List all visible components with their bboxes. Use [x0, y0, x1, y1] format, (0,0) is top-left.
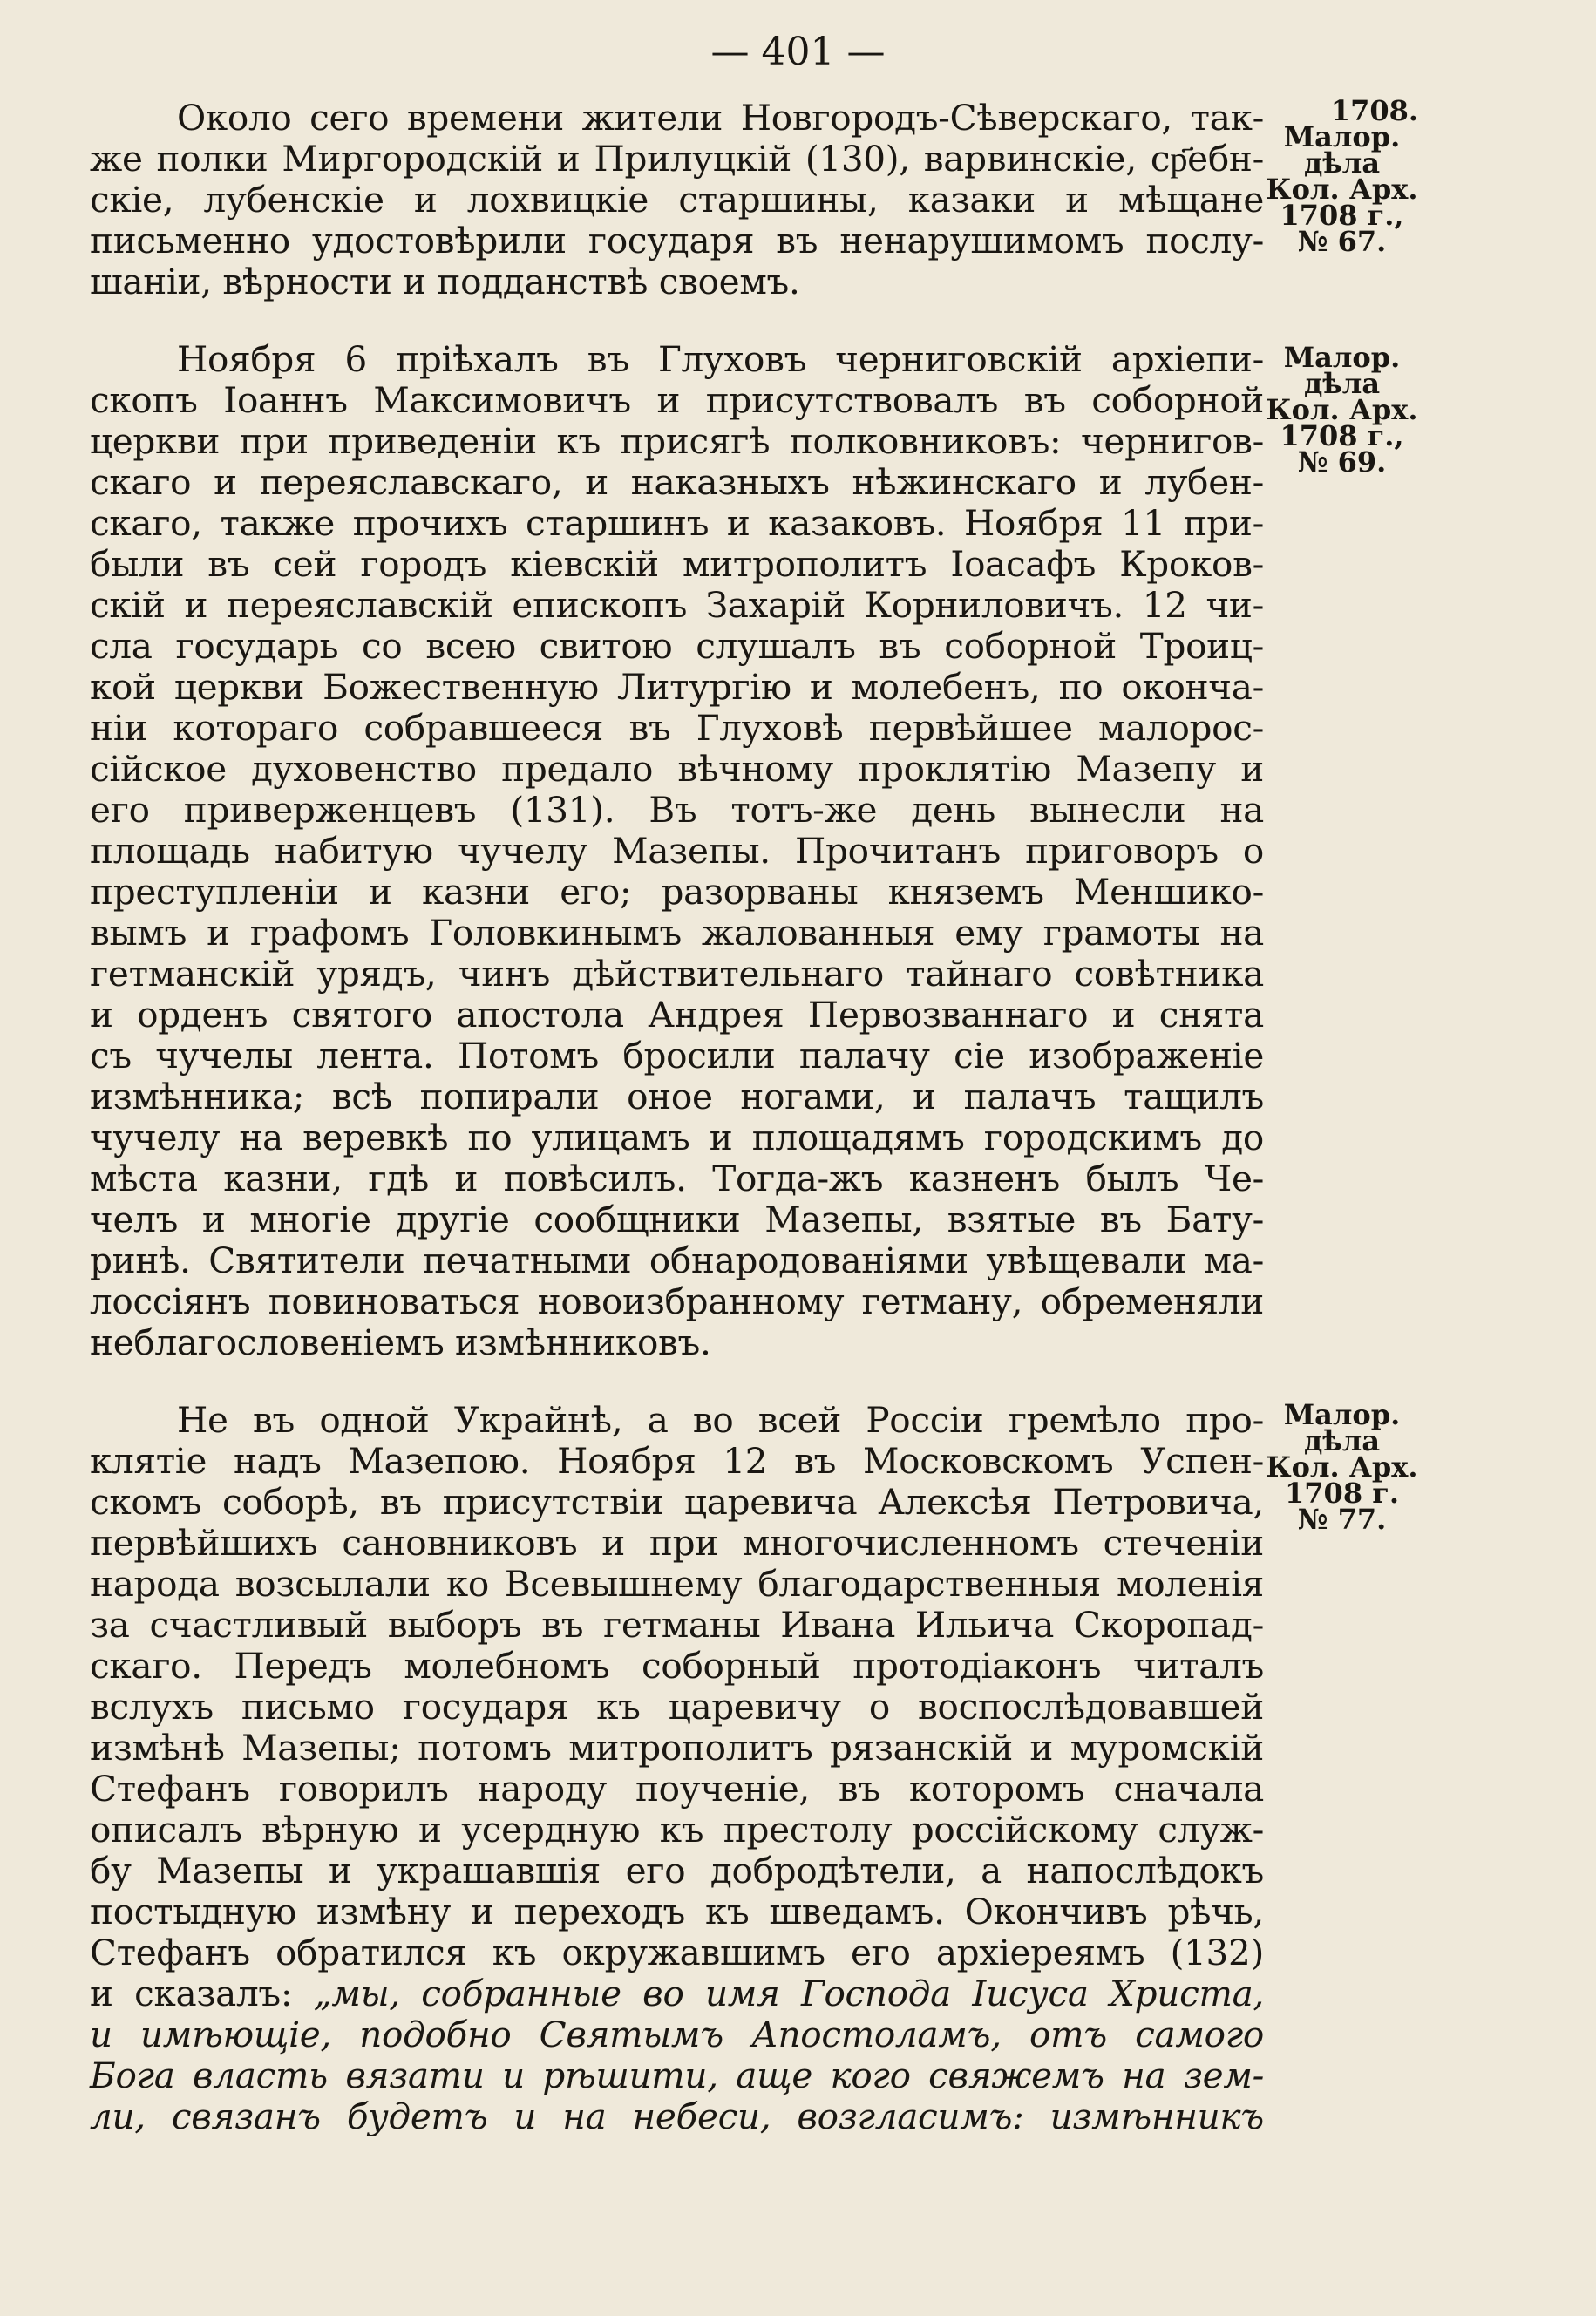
margin-note-line: № 67. [1297, 225, 1387, 258]
paragraph-1 [90, 98, 1264, 302]
text-line-mixed [90, 1973, 1264, 2014]
text-line: скій и переяславскій епископъ Захарій Корниловичъ. 12 чи- [90, 584, 1264, 626]
text-line: вымъ и графомъ Головкинымъ жалованныя ему грамоты на [90, 912, 1264, 954]
text-line: и имѣющіе, подобно Святымъ Апостоламъ, отъ самого [90, 2014, 1264, 2055]
text-line: мѣста казни, гдѣ и повѣсилъ. Тогда-жъ казненъ былъ Че- [90, 1158, 1264, 1199]
text-line: площадь набитую чучелу Мазепы. Прочитанъ приговоръ о [90, 830, 1264, 872]
text-line: сійское духовенство предало вѣчному проклятію Мазепу и [90, 748, 1264, 790]
margin-note-line: 1708 г., [1280, 419, 1404, 452]
text-line: съ чучелы лента. Потомъ бросили палачу сіе изображеніе [90, 1035, 1264, 1076]
text-line: измѣнника; всѣ попирали оное ногами, и палачъ тащилъ [90, 1076, 1264, 1117]
text-line: кой церкви Божественную Литургію и молебенъ, по оконча- [90, 666, 1264, 708]
text-line: его приверженцевъ (131). Въ тотъ-же день вынесли на [90, 789, 1264, 831]
text-line: же полки Миргородскій и Прилуцкій (130), варвинскіе, ср҃ебн- [90, 138, 1264, 180]
margin-note-line: 1708 г., [1280, 199, 1404, 232]
text-line: за счастливый выборъ въ гетманы Ивана Ильича Скоропад- [90, 1604, 1264, 1646]
margin-note-line: № 69. [1297, 445, 1387, 479]
quote-intro: и сказалъ: [90, 1973, 314, 2014]
text-line: вслухъ письмо государя къ царевичу о воспослѣдовавшей [90, 1686, 1264, 1728]
text-line: ніи котораго собравшееся въ Глуховѣ первѣйшее малорос- [90, 707, 1264, 749]
paragraph-3 [90, 1400, 1264, 2137]
text-line: Стефанъ говорилъ народу поученіе, въ которомъ сначала [90, 1768, 1264, 1810]
text-line: сла государь со всею свитою слушалъ въ соборной Троиц- [90, 625, 1264, 667]
text-line: измѣнѣ Мазепы; потомъ митрополитъ рязанскій и муромскій [90, 1727, 1264, 1769]
margin-note-line: Малор. [1283, 341, 1401, 374]
text-line: челъ и многіе другіе сообщники Мазепы, взятые въ Бату- [90, 1199, 1264, 1240]
margin-note-line: Кол. Арх. [1266, 1450, 1418, 1484]
text-line: Стефанъ обратился къ окружавшимъ его архіереямъ (132) [90, 1932, 1264, 1973]
text-line: церкви при приведеніи къ присягѣ полковниковъ: чернигов- [90, 420, 1264, 462]
text-line: ринѣ. Святители печатными обнародованіями увѣщевали ма- [90, 1240, 1264, 1281]
text-line: лоссіянъ повиноваться новоизбранному гетману, обременяли [90, 1280, 1264, 1322]
text-line: скіе, лубенскіе и лохвицкіе старшины, казаки и мѣщане [90, 179, 1264, 221]
text-line: постыдную измѣну и переходъ къ шведамъ. Окончивъ рѣчь, [90, 1891, 1264, 1932]
text-line: гетманскій урядъ, чинъ дѣйствительнаго тайнаго совѣтника [90, 953, 1264, 995]
text-line: первѣйшихъ сановниковъ и при многочисленномъ стеченіи [90, 1522, 1264, 1564]
margin-note-line: дѣла [1303, 1424, 1381, 1457]
text-line: преступленіи и казни его; разорваны княземъ Меншико- [90, 871, 1264, 913]
margin-note-line: Кол. Арх. [1266, 393, 1418, 426]
paragraph-2 [90, 339, 1264, 1363]
text-line: Бога власть вязати и рѣшити, аще кого свяжемъ на зем- [90, 2055, 1264, 2096]
margin-note-3 [1266, 1398, 1418, 1536]
text-line: были въ сей городъ кіевскій митрополитъ Іоасафъ Кроков- [90, 543, 1264, 585]
text-line: скаго, также прочихъ старшинъ и казаковъ. Ноября 11 при- [90, 502, 1264, 544]
margin-note-line: дѣла [1303, 146, 1381, 180]
page-number: — 401 — [710, 30, 886, 74]
text-line: Ноября 6 пріѣхалъ въ Глуховъ черниговскій архіепи- [177, 338, 1264, 380]
text-line: шаніи, вѣрности и подданствѣ своемъ. [90, 261, 800, 302]
text-line: народа возсылали ко Всевышнему благодарственныя моленія [90, 1563, 1264, 1605]
text-line: чучелу на веревкѣ по улицамъ и площадямъ городскимъ до [90, 1117, 1264, 1158]
body-text [90, 98, 1264, 2174]
margin-note-line: № 77. [1297, 1503, 1387, 1536]
text-line: ли, связанъ будетъ и на небеси, возгласимъ: измѣнникъ [90, 2095, 1264, 2137]
margin-note-1 [1266, 94, 1418, 258]
margin-note-line: Кол. Арх. [1266, 173, 1418, 206]
text-line: и орденъ святого апостола Андрея Первозваннаго и снята [90, 994, 1264, 1036]
margin-note-line: Малор. [1283, 120, 1401, 153]
margin-note-line: 1708 г. [1285, 1477, 1399, 1510]
paragraph-3-lines [90, 1400, 1264, 1973]
text-line: скопъ Іоаннъ Максимовичъ и присутствовалъ въ соборной [90, 379, 1264, 421]
paragraph-3-italic-lines [90, 2014, 1264, 2137]
margin-note-year: 1708. [1330, 94, 1418, 127]
text-line: бу Мазепы и украшавшія его добродѣтели, а напослѣдокъ [90, 1850, 1264, 1892]
text-line: неблагословеніемъ измѣнниковъ. [90, 1321, 711, 1363]
text-line: Не въ одной Украйнѣ, а во всей Россіи гремѣло про- [177, 1399, 1264, 1441]
margin-note-line: дѣла [1303, 367, 1381, 400]
margin-note-line: Малор. [1283, 1398, 1401, 1431]
text-line: скомъ соборѣ, въ присутствіи царевича Алексѣя Петровича, [90, 1481, 1264, 1523]
quote-start: „мы, собранные во имя Господа Іисуса Христа, [313, 1973, 1264, 2014]
text-line: письменно удостовѣрили государя въ ненарушимомъ послу- [90, 220, 1264, 261]
text-line: Около сего времени жители Новгородъ-Сѣверскаго, так- [177, 97, 1264, 139]
text-line: описалъ вѣрную и усердную къ престолу россійскому служ- [90, 1809, 1264, 1851]
text-line: скаго. Передъ молебномъ соборный протодіаконъ читалъ [90, 1645, 1264, 1687]
margin-note-2 [1266, 341, 1418, 479]
text-line: клятіе надъ Мазепою. Ноября 12 въ Московскомъ Успен- [90, 1440, 1264, 1482]
text-line: скаго и переяславскаго, и наказныхъ нѣжинскаго и лубен- [90, 461, 1264, 503]
